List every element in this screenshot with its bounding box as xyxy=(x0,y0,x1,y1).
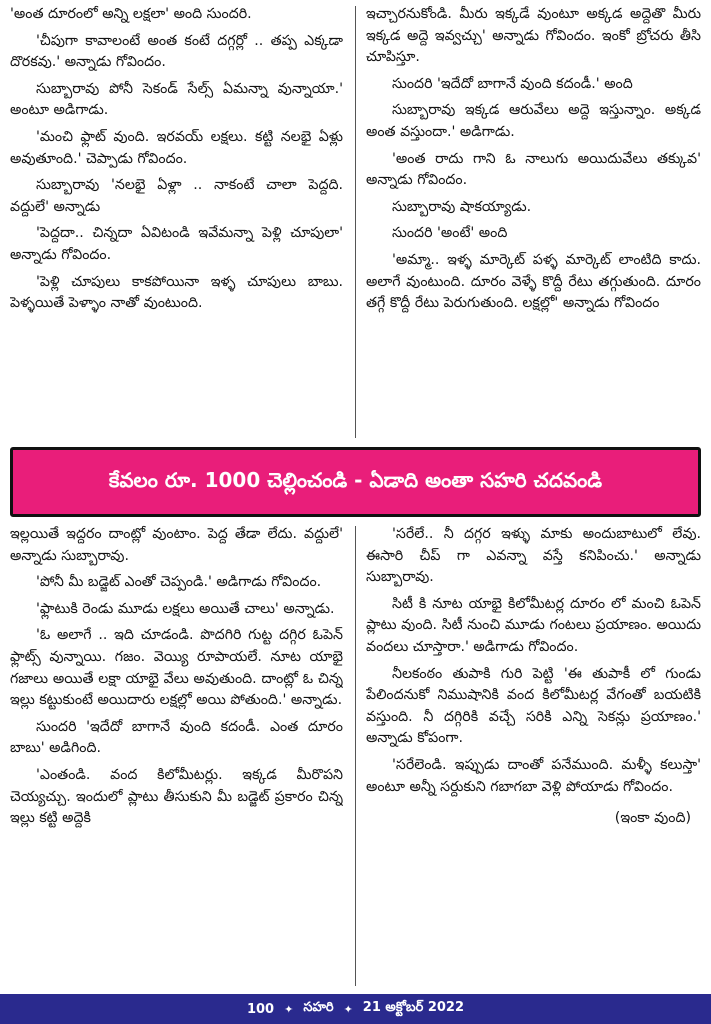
paragraph: సుబ్బారావు పోనీ సెకండ్ సేల్స్ ఏమన్నా వున్నాయా.' అంటూ అడిగాడు. xyxy=(10,80,343,119)
paragraph: 'పెళ్లి చూపులు కాకపోయినా ఇళ్ళ చూపులు బాబు. పెళ్ళయితే పెళ్ళాం నాతో వుంటుంది. xyxy=(10,273,343,312)
star-icon: ✦ xyxy=(343,1002,353,1016)
article-column-bottom-right xyxy=(366,524,701,988)
column-divider xyxy=(355,526,356,986)
page-number: 100 xyxy=(246,1001,275,1017)
paragraph: సుందరి 'ఇదేదో బాగానే వుంది కదండీ.' అంది xyxy=(392,75,633,92)
paragraph: 'మంచి ఫ్లాట్ వుంది. ఇరవయ్ లక్షలు. కట్టి నలభై ఏళ్లు అవుతూంది.' చెప్పాడు గోవిందం. xyxy=(10,128,343,167)
paragraph: 'చీపుగా కావాలంటే అంత కంటే దగ్గర్లో .. తప్ప ఎక్కడా దొరకవు.' అన్నాడు గోవిందం. xyxy=(10,32,343,71)
star-icon: ✦ xyxy=(284,1002,294,1016)
page-footer xyxy=(0,994,711,1024)
magazine-name: సహరి xyxy=(303,1000,334,1015)
paragraph: నీలకంఠం తుపాకి గురి పెట్టి 'ఈ తుపాకీ లో గుండు పేలిందనుకో నిముషానికి వంద కిలోమీటర్ల వేగంతో బయటికి వస్తుంది. నీ దగ్గిరికి వచ్చే సరికి ఎన్ని సెకన్లు ప్రయాణం.' అన్నాడు కోపంగా. xyxy=(366,665,701,747)
paragraph: 'ఫ్లాటుకి రెండు మూడు లక్షలు అయితే చాలు' అన్నాడు. xyxy=(36,600,335,617)
paragraph: 'పోనీ మీ బడ్జెట్ ఎంతో చెప్పండి.' అడిగాడు గోవిందం. xyxy=(36,574,322,591)
paragraph: 'పెద్దదా.. చిన్నదా ఏవిటండి ఇవేమన్నా పెళ్లి చూపులా' అన్నాడు గోవిందం. xyxy=(10,225,343,263)
article-column-bottom-left xyxy=(10,524,343,988)
continued-note: (ఇంకా వుంది) xyxy=(614,810,691,827)
paragraph: 'అంత దూరంలో అన్ని లక్షలా' అంది సుందరి. xyxy=(10,6,252,22)
column-divider xyxy=(355,6,356,438)
paragraph: సుబ్బారావు ఇక్కడ ఆరువేలు అద్దె ఇస్తున్నాం. అక్కడ అంత వస్తుందా.' అడిగాడు. xyxy=(366,102,701,140)
article-column-top-left xyxy=(10,4,343,440)
paragraph: సుబ్బారావు షాకయ్యాడు. xyxy=(392,198,532,215)
paragraph: 'సరేలే.. నీ దగ్గర ఇళ్ళు మాకు అందుబాటులో లేవు. ఈసారి చీప్ గా ఎవన్నా వస్తే కనిపించు.' అన్నాడు సుబ్బారావు. xyxy=(366,526,701,586)
paragraph: సుందరి 'ఇదేదో బాగానే వుంది కదండీ. ఎంత దూరం బాబు' అడిగింది. xyxy=(10,718,343,757)
paragraph: 'ఎంతండి. వంద కిలోమీటర్లు. ఇక్కడ మీరొపని చెయ్యచ్చు. ఇందులో ప్లాటు తీసుకుని మీ బడ్జెట్ ప్రకారం చిన్న ఇల్లు కట్టి అద్దెకి xyxy=(10,766,343,827)
subscription-banner xyxy=(10,447,701,517)
paragraph: 'సరేలెండి. ఇప్పుడు దాంతో పనేముంది. మళ్ళీ కలుస్తా' అంటూ అన్నీ సర్దుకుని గబాగబా వెళ్లి పోయాడు గోవిందం. xyxy=(366,756,701,795)
paragraph: సుందరి 'అంటే' అంది xyxy=(392,225,508,242)
paragraph: ఇచ్చారనుకోండి. మీరు ఇక్కడే వుంటూ అక్కడ అద్దెతొ మీరు ఇక్కడ అద్దె ఇవ్వచ్చు' అన్నాడు గోవిందం. ఇంకో బ్రోచరు తీసి చూపిస్తూ. xyxy=(366,6,701,66)
paragraph: 'అమ్మా.. ఇళ్ళ మార్కెట్ పళ్ళ మార్కెట్ లాంటిది కాదు. అలాగే వుంటుంది. దూరం వెళ్ళే కొద్దీ రేటు తగ్గుతుంది. దూరం తగ్గే కొద్దీ రేటు పెరుగుతుంది. లక్షల్లో' అన్నాడు గోవిందం xyxy=(366,251,701,312)
paragraph: సుబ్బారావు 'నలభై ఏళ్లా .. నాకంటే చాలా పెద్దది. వద్దులే' అన్నాడు xyxy=(10,177,343,215)
banner-text: కేవలం రూ. 1000 చెల్లించండి - ఏడాది అంతా సహరి చదవండి xyxy=(108,467,603,492)
paragraph: ఇల్లయితే ఇద్దరం దాంట్లో వుంటాం. పెద్ద తేడా లేదు. వద్దులే' అన్నాడు సుబ్బారావు. xyxy=(10,526,343,564)
article-column-top-right xyxy=(366,4,701,440)
paragraph: సిటీ కి నూట యాభై కిలోమీటర్ల దూరం లో మంచి ఓపెన్ ప్లాటు వుంది. సిటీ నుంచి మూడు గంటలు ప్రయాణం. అయిదు వందలు చూస్తారా.' అడిగాడు గోవిందం. xyxy=(366,595,701,655)
issue-date: 21 అక్టోబర్ 2022 xyxy=(362,1000,465,1015)
paragraph: 'ఓ అలాగే .. ఇది చూడండి. పొదగిరి గుట్ట దగ్గిర ఓపెన్ ఫ్లాట్స్ వున్నాయి. గజం. వెయ్యి రూపాయలే. నూట యాభై గజాలు అయితే లక్షా యాభై వేలు అవుతుంది. దాంట్లో ఓ చిన్న ఇల్లు కట్టుకుంటే అయిదారు లక్షల్లో అయి పోతుంది.' అన్నాడు. xyxy=(10,627,343,709)
paragraph: 'అంత రాదు గాని ఓ నాలుగు అయిదువేలు తక్కువ' అన్నాడు గోవిందం. xyxy=(366,150,701,189)
